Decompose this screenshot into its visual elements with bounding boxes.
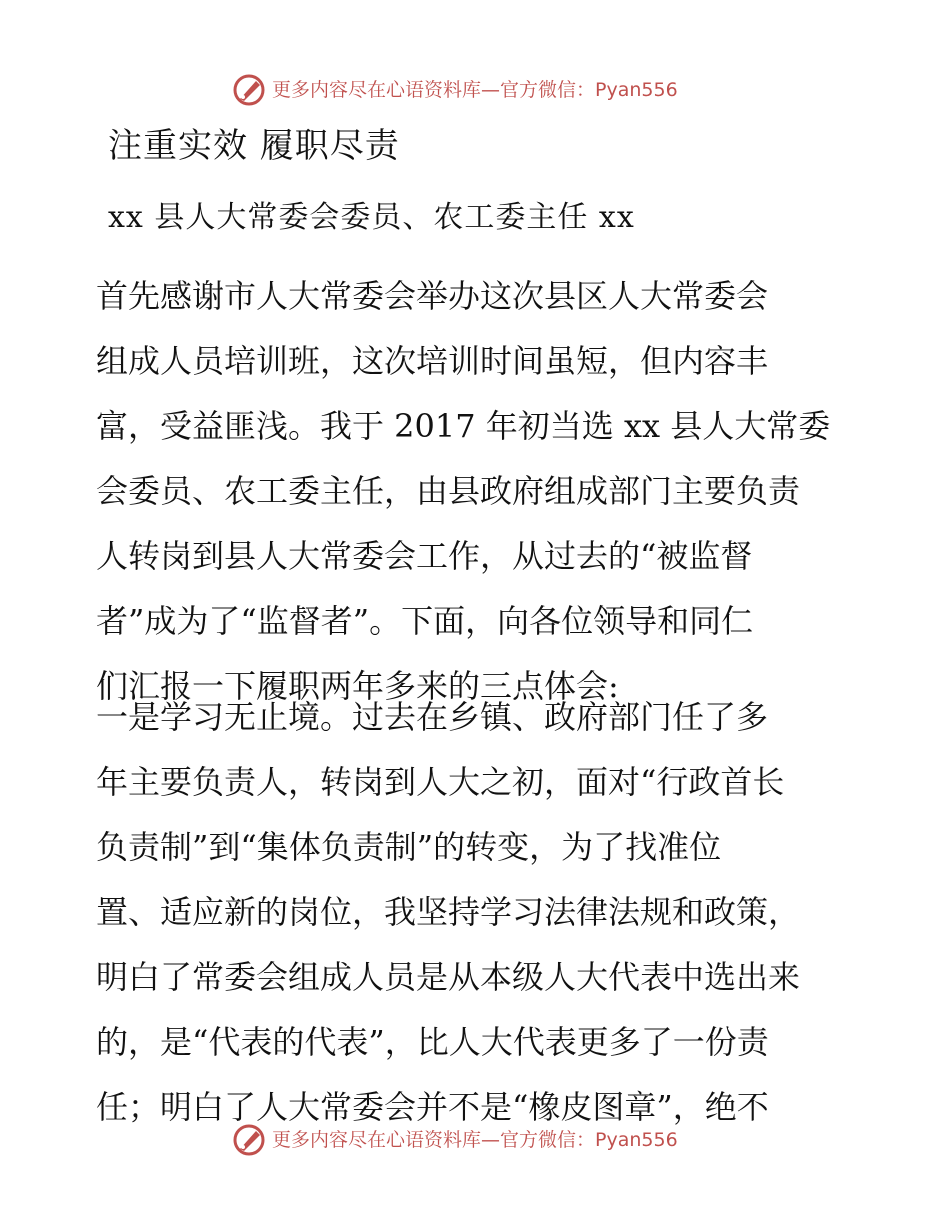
text-line: 首先感谢市人大常委会举办这次县区人大常委会 — [96, 277, 769, 315]
text-line: 者”成为了“监督者”。下面，向各位领导和同仁 — [96, 602, 754, 640]
pen-logo-icon — [232, 73, 266, 107]
watermark-text: 更多内容尽在心语资料库—官方微信：Pyan556 — [272, 79, 678, 101]
text-line: 明白了常委会组成人员是从本级人大代表中选出来 — [96, 958, 801, 996]
text-line: 任；明白了人大常委会并不是“橡皮图章”，绝不 — [96, 1088, 769, 1126]
author-line: xx 县人大常委会委员、农工委主任 xx — [108, 200, 635, 235]
paragraph-study — [96, 685, 856, 1140]
watermark-text: 更多内容尽在心语资料库—官方微信：Pyan556 — [272, 1129, 678, 1151]
text-line: 年主要负责人，转岗到人大之初，面对“行政首长 — [96, 763, 785, 801]
text-line: 们汇报一下履职两年多来的三点体会: — [96, 667, 619, 705]
document-title: 注重实效 履职尽责 — [108, 126, 400, 166]
pen-logo-icon — [232, 1123, 266, 1157]
text-line: 负责制”到“集体负责制”的转变，为了找准位 — [96, 828, 722, 866]
paragraph-intro — [96, 264, 856, 719]
text-line: 人转岗到县人大常委会工作，从过去的“被监督 — [96, 537, 753, 575]
text-line: 富，受益匪浅。我于 2017 年初当选 xx 县人大常委 — [96, 407, 831, 445]
text-line: 一是学习无止境。过去在乡镇、政府部门任了多 — [96, 698, 769, 736]
watermark-banner-top — [0, 70, 950, 110]
text-line: 会委员、农工委主任，由县政府组成部门主要负责 — [96, 472, 801, 510]
text-line: 组成人员培训班，这次培训时间虽短，但内容丰 — [96, 342, 769, 380]
text-line: 置、适应新的岗位，我坚持学习法律法规和政策， — [96, 893, 801, 931]
watermark-banner-bottom — [0, 1120, 950, 1160]
text-line: 的，是“代表的代表”，比人大代表更多了一份责 — [96, 1023, 769, 1061]
